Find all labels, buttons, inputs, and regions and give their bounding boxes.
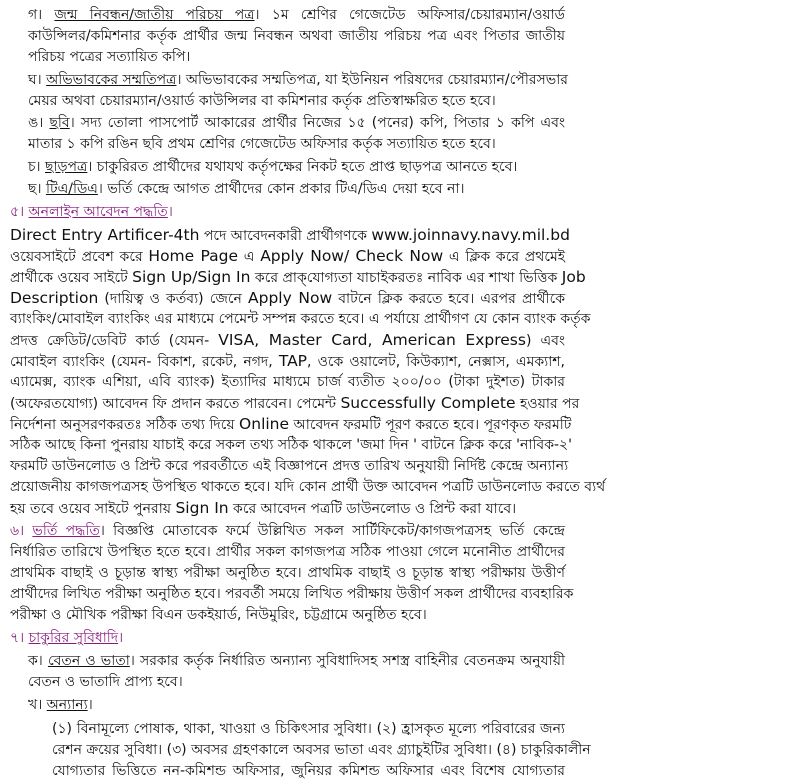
text-line [0, 521, 565, 542]
line-text: । ভর্তি কেন্দ্রে আগত প্রার্থীদের কোন প্রকার টিএ/ডিএ দেয়া হবে না। [97, 181, 465, 197]
item-label: চ। [28, 158, 41, 175]
item-label: গ। [28, 7, 43, 23]
english-text: Description [10, 289, 99, 307]
text-line [0, 91, 565, 112]
line-text: পরীক্ষা ও মৌখিক পরীক্ষা বিএন ডকইয়ার্ড, নিউমুরিং, চট্টগ্রামে অনুষ্ঠিত হবে। [10, 607, 427, 623]
item-label: ঘ। [28, 71, 42, 88]
english-text: Home Page [148, 247, 238, 265]
line-text: প্রার্থীদের লিখিত পরীক্ষা অনুষ্ঠিত হবে। পরবর্তী সময়ে লিখিত পরীক্ষায় উত্তীর্ণ সকল প্রার্থীদের ব্যবহারিক [10, 586, 574, 602]
section-suffix: । [167, 204, 173, 220]
item-label: ঙ। [28, 115, 44, 131]
english-text: Apply Now/ Check Now [260, 247, 444, 265]
english-text: TAP [278, 352, 308, 370]
text-line: হয় তবে ওয়েব সাইটে পুনরায় Sign In করে আবেদন পত্রটি ডাউনলোড ও প্রিন্ট করা যাবে। [10, 499, 517, 517]
english-text: Sign Up/Sign In [132, 268, 251, 286]
text-line: ওয়েবসাইটে প্রবেশ করে Home Page এ Apply Now/ Check Now এ ক্লিক করে প্রথমেই [10, 247, 565, 265]
text-line: ফরমটি ডাউনলোড ও প্রিন্ট করে পরবর্তীতে এই বিজ্ঞাপনে প্রদত্ত তারিখ অনুযায়ী নির্দিষ্ট কেন্দ্রে অন্যান্য [10, 458, 569, 474]
text-line [0, 563, 565, 584]
text-line: প্রদত্ত ক্রেডিট/ডেবিট কার্ড (যেমন- VISA, Master Card, American Express) এবং [10, 331, 565, 349]
line-text: পরিচয় পত্রের সত্যায়িত কপি। [28, 49, 191, 65]
section-suffix: । [118, 630, 124, 646]
line-text: কাউন্সিলর/কমিশনার কর্তৃক প্রার্থীর জন্ম নিবন্ধন অথবা জাতীয় পরিচয় পত্র এবং পিতার জাতীয় [28, 28, 565, 44]
line-text: । [87, 696, 93, 713]
text-line: প্রয়োজনীয় কাগজপত্রসহ উপস্থিত থাকতে হবে। যদি কোন প্রার্থী উক্ত আবেদন পত্রটি ডাউনলোড করতে ব্যর্থ [10, 479, 606, 495]
line-text: । সরকার কর্তৃক নির্ধারিত অন্যান্য সুবিধাদিসহ সশস্ত্র বাহিনীর বেতনক্রম অনুযায়ী [129, 653, 565, 669]
section-6-body [0, 521, 574, 626]
item-label: ছ। [28, 181, 42, 197]
text-line: নির্দেশনা অনুসরণকরতঃ সঠিক তথ্য দিয়ে Online আবেদন ফরমটি পূরণ করতে হবে। পূরণকৃত ফরমটি [10, 415, 572, 433]
text-line [0, 605, 565, 626]
text-line: মোবাইল ব্যাংকিং (যেমন- বিকাশ, রকেট, নগদ, TAP, ওকে ওয়ালেট, কিউক্যাশ, নেক্সাস, এমক্যাশ, [10, 352, 565, 370]
text-line: সঠিক আছে কিনা পুনরায় যাচাই করে সকল তথ্য সঠিক থাকলে 'জমা দিন ' বাটনে ক্লিক করে 'নাবিক-২' [10, 437, 572, 453]
text-line [0, 26, 565, 47]
document-page [0, 5, 606, 783]
line-text: । সদ্য তোলা পাসপোর্ট আকারের প্রার্থীর নিজের ১৫ (পনের) কপি, পিতার ১ কপি এবং [69, 115, 565, 131]
text-line [0, 542, 565, 563]
english-text: Sign In [175, 499, 229, 517]
text-line [0, 134, 565, 155]
text-line [0, 179, 565, 200]
text-line [0, 584, 574, 605]
document-item [0, 5, 565, 68]
section-5-body [0, 225, 606, 519]
section-title: অনলাইন আবেদন পদ্ধতি [28, 204, 168, 220]
text-line [0, 157, 565, 178]
benefit-item [0, 695, 565, 716]
section-number: ৭। [10, 630, 25, 646]
text-line: এ্যামেক্স, ব্যাংক এশিয়া, এবি ব্যাংক) ইত্যাদির মাধ্যমে চার্জ ব্যতীত ২০০/০০ (টাকা দুইশত) টাকার [10, 374, 565, 390]
line-text: বেতন ও ভাতাদি প্রাপ্য হবে। [28, 674, 183, 690]
line-text: নির্ধারিত তারিখে উপস্থিত হতে হবে। প্রার্থীর সকল কাগজপত্র সঠিক পাওয়া গেলে মনোনীত প্রার্থীদের [10, 544, 565, 560]
item-heading: অভিভাবকের সম্মতিপত্র [46, 71, 177, 88]
english-text: VISA, Master Card, American Express [218, 331, 526, 349]
text-line [0, 70, 568, 91]
item-heading: অন্যান্য [46, 696, 88, 713]
benefit-sub-list [0, 719, 591, 782]
line-text: । অভিভাবকের সম্মতিপত্র, যা ইউনিয়ন পরিষদের চেয়ারম্যান/পৌরসভার [176, 71, 568, 88]
english-text: Successfully Complete [340, 394, 516, 412]
document-item [0, 70, 568, 112]
document-item [0, 157, 565, 178]
item-heading: বেতন ও ভাতা [47, 653, 130, 669]
line-text: । বিজ্ঞপ্তি মোতাবেক ফর্মে উল্লিখিত সকল সার্টিফিকেট/কাগজপত্রসহ ভর্তি কেন্দ্রে [99, 523, 565, 539]
item-heading: টিএ/ডিএ [45, 181, 98, 197]
line-text: প্রাথমিক বাছাই ও চূড়ান্ত স্বাস্থ্য পরীক্ষা অনুষ্ঠিত হবে। প্রাথমিক বাছাই ও চূড়ান্ত স্বাস্থ্য পরীক্ষায় উত্তীর্ণ [10, 565, 565, 581]
text-line: Direct Entry Artificer-4th পদে আবেদনকারী প্রার্থীগণকে www.joinnavy.navy.mil.bd [10, 226, 570, 244]
item-label: খ। [28, 696, 43, 713]
line-text: মেয়র অথবা চেয়ারম্যান/ওয়ার্ড কাউন্সিলর বা কমিশনার কর্তৃক প্রতিস্বাক্ষরিত হতে হবে। [28, 92, 496, 109]
item-heading: ছবি [49, 115, 70, 131]
document-item [0, 113, 565, 155]
text-line: (১) বিনামূল্যে পোষাক, থাকা, খাওয়া ও চিকিৎসার সুবিধা। (২) হ্রাসকৃত মূল্যে পরিবারের জন্য [52, 720, 565, 737]
section-number: ৫। [10, 204, 25, 220]
english-text: www.joinnavy.navy.mil.bd [371, 226, 570, 244]
section-heading [0, 202, 565, 223]
text-line [0, 5, 565, 26]
document-item [0, 179, 565, 200]
text-line [0, 47, 565, 68]
text-line [0, 113, 565, 134]
english-text: Apply Now [248, 289, 333, 307]
section-heading [0, 628, 565, 649]
section-number: ৬। [10, 523, 25, 539]
section-title: চাকুরির সুবিধাদি [28, 630, 119, 646]
item-heading: ছাড়পত্র [45, 158, 88, 175]
text-line: রেশন ক্রয়ের সুবিধা। (৩) অবসর গ্রহণকালে অবসর ভাতা এবং গ্র্যাচুইটির সুবিধা। (৪) চাকুরিকালীন [52, 741, 591, 758]
benefit-item [0, 651, 565, 693]
text-line: ব্যাংকিং/মোবাইল ব্যাংকিং এর মাধ্যমে পেমেন্ট সম্পন্ন করতে হবে। এ পর্যায়ে প্রার্থীগণ যে কোন ব্যাংক কর্তৃক [10, 311, 591, 327]
english-text: Job [561, 268, 586, 286]
english-text: Online [239, 415, 290, 433]
line-text: মাতার ১ কপি রঙিন ছবি প্রথম শ্রেণির গেজেটেড অফিসার কর্তৃক সত্যায়িত হতে হবে। [28, 136, 496, 152]
english-text: Direct Entry Artificer-4th [10, 226, 200, 244]
text-line: (অফেরতযোগ্য) আবেদন ফি প্রদান করতে পারবেন। পেমেন্ট Successfully Complete হওয়ার পর [10, 394, 580, 412]
item-label: ক। [28, 653, 43, 669]
text-line [0, 695, 565, 716]
line-text: । ১ম শ্রেণির গেজেটেড অফিসার/চেয়ারম্যান/ওয়ার্ড [254, 7, 565, 23]
item-heading: জন্ম নিবন্ধন/জাতীয় পরিচয় পত্র [54, 7, 255, 23]
text-line: যোগ্যতার ভিত্তিতে নন-কমিশন্ড অফিসার, জুনিয়র কমিশন্ড অফিসার এবং বিশেষ যোগ্যতার [52, 762, 565, 779]
text-line [0, 672, 565, 693]
text-line: প্রার্থীকে ওয়েব সাইটে Sign Up/Sign In করে প্রাক্‌যোগ্যতা যাচাইকরতঃ নাবিক এর শাখা ভিত্তিক Job [10, 268, 586, 286]
section-title: ভর্তি পদ্ধতি [32, 523, 100, 539]
line-text: । চাকুরিরত প্রার্থীদের যথাযথ কর্তৃপক্ষের নিকট হতে প্রাপ্ত ছাড়পত্র আনতে হবে। [87, 158, 518, 175]
text-line [0, 651, 565, 672]
text-line: Description (দায়িত্ব ও কর্তব্য) জেনে Apply Now বাটনে ক্লিক করতে হবে। এরপর প্রার্থীকে [10, 289, 565, 307]
